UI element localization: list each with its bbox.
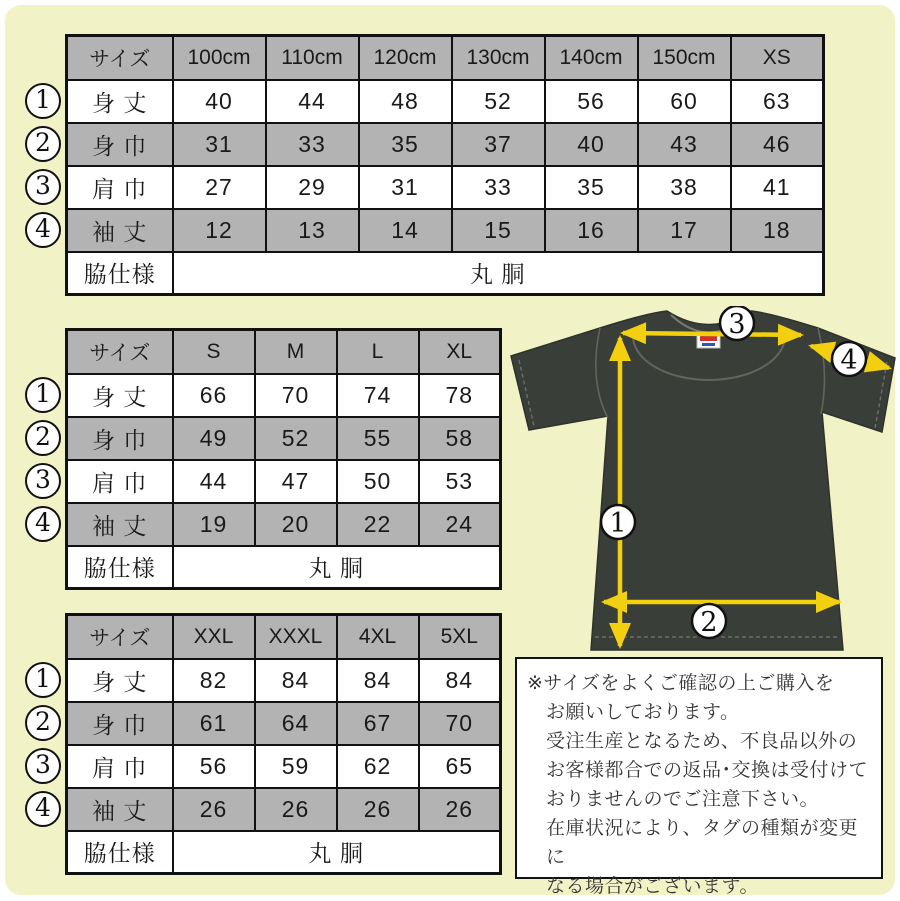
column-header: S: [173, 330, 255, 374]
table-cell: 52: [452, 80, 545, 123]
table-cell: 26: [419, 788, 501, 831]
table-cell: 84: [337, 659, 419, 702]
table-cell: 26: [337, 788, 419, 831]
table-row: [67, 209, 824, 252]
row-marker-4: 4: [25, 212, 61, 248]
row-label: 脇仕様: [67, 546, 173, 589]
size-table-large: [65, 613, 502, 875]
table-cell: 44: [266, 80, 359, 123]
table-cell: 26: [255, 788, 337, 831]
table-cell: 62: [337, 745, 419, 788]
measure-marker-3: [720, 306, 754, 340]
table-row: [67, 460, 501, 503]
table-cell: 37: [452, 123, 545, 166]
table-cell: 70: [255, 374, 337, 417]
table-cell: 46: [731, 123, 824, 166]
note-line: おりませんのでご注意下さい。: [546, 789, 820, 810]
row-marker-3: 3: [25, 748, 61, 784]
table-cell: 64: [255, 702, 337, 745]
table-cell: 16: [545, 209, 638, 252]
table-footer-row: [67, 252, 824, 295]
measure-marker-1: [601, 505, 635, 539]
table-cell: 24: [419, 503, 501, 546]
size-table-kids: [65, 34, 825, 296]
table-row: [67, 123, 824, 166]
column-header: 100cm: [173, 36, 266, 80]
table-cell: 67: [337, 702, 419, 745]
row-marker-3: 3: [25, 169, 61, 205]
column-header: L: [337, 330, 419, 374]
table-cell: 61: [173, 702, 255, 745]
table-cell: 56: [173, 745, 255, 788]
table-cell: 14: [359, 209, 452, 252]
column-header: XS: [731, 36, 824, 80]
table-cell: 66: [173, 374, 255, 417]
svg-text:2: 2: [700, 607, 718, 638]
table-row: [67, 788, 501, 831]
row-label: 肩 巾: [67, 745, 173, 788]
row-label: 袖 丈: [67, 788, 173, 831]
table-cell: 丸 胴: [173, 831, 501, 874]
row-marker-1: 1: [25, 377, 61, 413]
row-label: 身 丈: [67, 374, 173, 417]
table-cell: 65: [419, 745, 501, 788]
row-label: 身 巾: [67, 702, 173, 745]
column-header: 140cm: [545, 36, 638, 80]
column-header: サイズ: [67, 36, 173, 80]
column-header: XL: [419, 330, 501, 374]
table-row: [67, 417, 501, 460]
table-cell: 53: [419, 460, 501, 503]
table-footer-row: [67, 831, 501, 874]
table-cell: 78: [419, 374, 501, 417]
table-cell: 20: [255, 503, 337, 546]
table-cell: 19: [173, 503, 255, 546]
table-cell: 52: [255, 417, 337, 460]
row-label: 身 巾: [67, 417, 173, 460]
table-cell: 41: [731, 166, 824, 209]
row-label: 肩 巾: [67, 166, 173, 209]
row-label: 身 丈: [67, 659, 173, 702]
table-cell: 26: [173, 788, 255, 831]
table-row: [67, 745, 501, 788]
column-header: XXL: [173, 615, 255, 659]
row-marker-3: 3: [25, 463, 61, 499]
row-label: 脇仕様: [67, 831, 173, 874]
svg-text:4: 4: [840, 345, 858, 376]
table-cell: 63: [731, 80, 824, 123]
table-cell: 43: [638, 123, 731, 166]
size-table-adult: [65, 328, 502, 590]
table-cell: 48: [359, 80, 452, 123]
note-line: ※サイズをよくご確認の上ご購入を: [527, 673, 835, 694]
table-cell: 29: [266, 166, 359, 209]
row-label: 身 丈: [67, 80, 173, 123]
row-label: 袖 丈: [67, 209, 173, 252]
table-row: [67, 80, 824, 123]
note-line: お願いしております。: [546, 702, 740, 723]
row-marker-2: 2: [25, 126, 61, 162]
row-label: 袖 丈: [67, 503, 173, 546]
table-cell: 31: [173, 123, 266, 166]
column-header: 110cm: [266, 36, 359, 80]
table-cell: 35: [545, 166, 638, 209]
note-line: なる場合がございます。: [546, 876, 759, 897]
table-cell: 50: [337, 460, 419, 503]
row-marker-4: 4: [25, 791, 61, 827]
table-cell: 47: [255, 460, 337, 503]
table-cell: 58: [419, 417, 501, 460]
note-line: 在庫状況により、タグの種類が変更に: [546, 818, 859, 868]
column-header: 150cm: [638, 36, 731, 80]
table-row: [67, 166, 824, 209]
table-cell: 56: [545, 80, 638, 123]
column-header: M: [255, 330, 337, 374]
table-cell: 59: [255, 745, 337, 788]
table-cell: 55: [337, 417, 419, 460]
column-header: サイズ: [67, 615, 173, 659]
tshirt-measurement-diagram: [505, 306, 900, 658]
purchase-note: [515, 657, 883, 897]
measure-marker-4: [832, 342, 866, 376]
table-cell: 33: [452, 166, 545, 209]
table-cell: 84: [419, 659, 501, 702]
svg-text:3: 3: [728, 309, 746, 340]
column-header: 120cm: [359, 36, 452, 80]
row-label: 身 巾: [67, 123, 173, 166]
shoulder-width-arrow: [623, 333, 801, 335]
table-cell: 丸 胴: [173, 252, 824, 295]
svg-text:1: 1: [609, 508, 627, 539]
table-cell: 22: [337, 503, 419, 546]
table-row: [67, 659, 501, 702]
row-label: 肩 巾: [67, 460, 173, 503]
table-cell: 44: [173, 460, 255, 503]
row-marker-2: 2: [25, 420, 61, 456]
column-header: 4XL: [337, 615, 419, 659]
table-cell: 49: [173, 417, 255, 460]
row-marker-1: 1: [25, 662, 61, 698]
note-line: お客様都合での返品･交換は受付けて: [546, 760, 869, 781]
table-cell: 17: [638, 209, 731, 252]
table-cell: 18: [731, 209, 824, 252]
table-cell: 33: [266, 123, 359, 166]
column-header: 130cm: [452, 36, 545, 80]
table-cell: 38: [638, 166, 731, 209]
table-cell: 60: [638, 80, 731, 123]
column-header: サイズ: [67, 330, 173, 374]
column-header: XXXL: [255, 615, 337, 659]
table-row: [67, 503, 501, 546]
row-marker-4: 4: [25, 506, 61, 542]
row-label: 脇仕様: [67, 252, 173, 295]
table-row: [67, 374, 501, 417]
table-cell: 40: [545, 123, 638, 166]
table-footer-row: [67, 546, 501, 589]
row-marker-1: 1: [25, 83, 61, 119]
column-header: 5XL: [419, 615, 501, 659]
table-cell: 82: [173, 659, 255, 702]
table-cell: 70: [419, 702, 501, 745]
table-cell: 35: [359, 123, 452, 166]
table-cell: 84: [255, 659, 337, 702]
table-cell: 31: [359, 166, 452, 209]
table-cell: 15: [452, 209, 545, 252]
table-cell: 74: [337, 374, 419, 417]
note-line: 受注生産となるため、不良品以外の: [546, 731, 858, 752]
table-cell: 12: [173, 209, 266, 252]
measure-marker-2: [692, 604, 726, 638]
table-cell: 27: [173, 166, 266, 209]
table-row: [67, 702, 501, 745]
row-marker-2: 2: [25, 705, 61, 741]
table-cell: 丸 胴: [173, 546, 501, 589]
table-cell: 40: [173, 80, 266, 123]
table-cell: 13: [266, 209, 359, 252]
